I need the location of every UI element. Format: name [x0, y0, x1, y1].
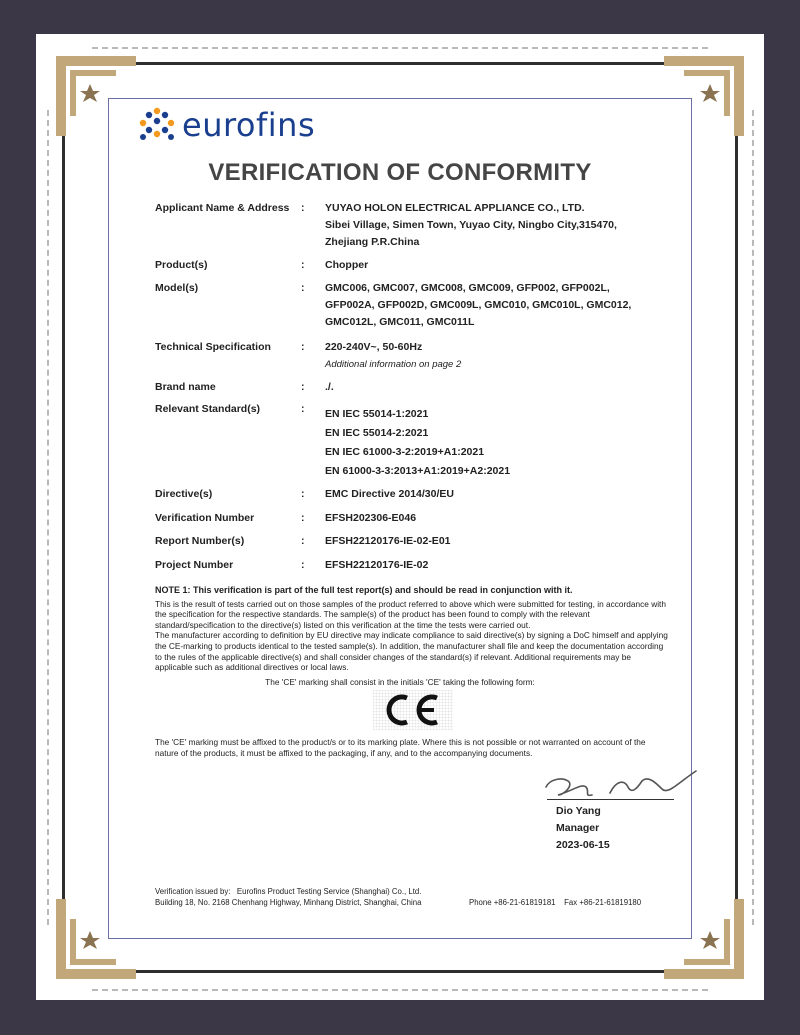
field-value	[325, 339, 675, 373]
field-value: EFSH22120176-IE-02-E01	[325, 535, 451, 547]
signature-line	[547, 799, 674, 800]
note-paragraph: The manufacturer according to definition by EU directive may indicate compliance to said directive(s) by signing a DoC himself and applying the CE-marking to products identical to the tested sample(s). In addition, the manufacturer shall file and keep the documentation according to the rules of the applicable directive(s) and shall consider changes of the standard(s) if relevant. Additional requirements may be applicable such as additional directives or local laws.	[155, 630, 668, 673]
field-value: EFSH22120176-IE-02	[325, 559, 429, 571]
value-line: YUYAO HOLON ELECTRICAL APPLIANCE CO., LTD.	[325, 202, 585, 214]
field-label: Project Number	[155, 559, 234, 571]
value-line: GFP002A, GFP002D, GMC009L, GMC010, GMC010L, GMC012,	[325, 299, 632, 311]
eurofins-dots-logo-icon	[138, 106, 176, 144]
colon: :	[301, 488, 305, 500]
field-label: Technical Specification	[155, 341, 271, 353]
field-label: Applicant Name & Address	[155, 202, 290, 214]
field-label: Brand name	[155, 381, 216, 393]
note-paragraph: This is the result of tests carried out on those samples of the product referred to above which were submitted for testing, in accordance with the specification for the respective standards. The sample(s) of the product has been found to comply with the relevant standard/specification to the directive(s) listed on this verification at the time the tests were carried out.	[155, 598, 666, 630]
colon: :	[301, 381, 305, 393]
value-line: EN IEC 55014-1:2021	[325, 408, 429, 420]
footer-issuer	[155, 886, 421, 908]
ce-mark-icon	[373, 690, 453, 730]
value-line: EN IEC 55014-2:2021	[325, 427, 429, 439]
value-line: Sibei Village, Simen Town, Yuyao City, Ningbo City,315470,	[325, 219, 617, 231]
field-value	[325, 200, 675, 251]
value-line: 220-240V~, 50-60Hz	[325, 341, 423, 353]
note-1: NOTE 1: This verification is part of the full test report(s) and should be read in conjunction with it.	[155, 585, 573, 595]
footer-contact: Phone +86-21-61819181 Fax +86-21-61819180	[469, 898, 642, 907]
field-label: Product(s)	[155, 259, 208, 271]
eurofins-logo	[138, 104, 315, 146]
field-value	[325, 280, 675, 331]
field-value: ./.	[325, 381, 334, 393]
dashed-border-bottom	[92, 989, 708, 991]
colon: :	[301, 559, 305, 571]
value-note: Additional information on page 2	[325, 359, 462, 370]
footer-address: Building 18, No. 2168 Chenhang Highway, Minhang District, Shanghai, China	[155, 898, 422, 907]
signatory-title: Manager	[556, 822, 600, 834]
colon: :	[301, 259, 305, 271]
document-title: VERIFICATION OF CONFORMITY	[208, 159, 592, 186]
value-line: GMC006, GMC007, GMC008, GMC009, GFP002, GFP002L,	[325, 282, 610, 294]
value-line: GMC012L, GMC011, GMC011L	[325, 316, 475, 328]
colon: :	[301, 535, 305, 547]
signatory-name: Dio Yang	[556, 805, 601, 817]
field-label: Report Number(s)	[155, 535, 245, 547]
notes-section	[155, 585, 670, 673]
field-value	[325, 405, 675, 481]
footer-issued-by: Verification issued by: Eurofins Product Testing Service (Shanghai) Co., Ltd.	[155, 887, 422, 896]
field-value: Chopper	[325, 259, 369, 271]
field-value: EMC Directive 2014/30/EU	[325, 488, 454, 500]
colon: :	[301, 403, 305, 415]
field-label: Model(s)	[155, 282, 199, 294]
field-label: Directive(s)	[155, 488, 213, 500]
field-label: Relevant Standard(s)	[155, 403, 261, 415]
value-line: EN IEC 61000-3-2:2019+A1:2021	[325, 446, 485, 458]
ce-caption: The 'CE' marking shall consist in the initials 'CE' taking the following form:	[265, 677, 535, 687]
field-label: Verification Number	[155, 512, 255, 524]
signatory-date: 2023-06-15	[556, 839, 610, 851]
colon: :	[301, 282, 305, 294]
value-line: Zhejiang P.R.China	[325, 236, 420, 248]
ce-affix-text: The 'CE' marking must be affixed to the product/s or to its marking plate. Where this is not possible or not warranted on account of the nature of the products, it must be affixed to the packaging, if any, and to the accompanying documents.	[155, 737, 646, 758]
dashed-border-left	[47, 110, 49, 925]
signatory-block	[556, 803, 610, 854]
value-line: EN 61000-3-3:2013+A1:2019+A2:2021	[325, 465, 511, 477]
colon: :	[301, 512, 305, 524]
colon: :	[301, 341, 305, 353]
logo-text: eurofins	[182, 106, 316, 144]
dashed-border-top	[92, 47, 708, 49]
dashed-border-right	[752, 110, 754, 925]
field-value: EFSH202306-E046	[325, 512, 417, 524]
colon: :	[301, 202, 305, 214]
